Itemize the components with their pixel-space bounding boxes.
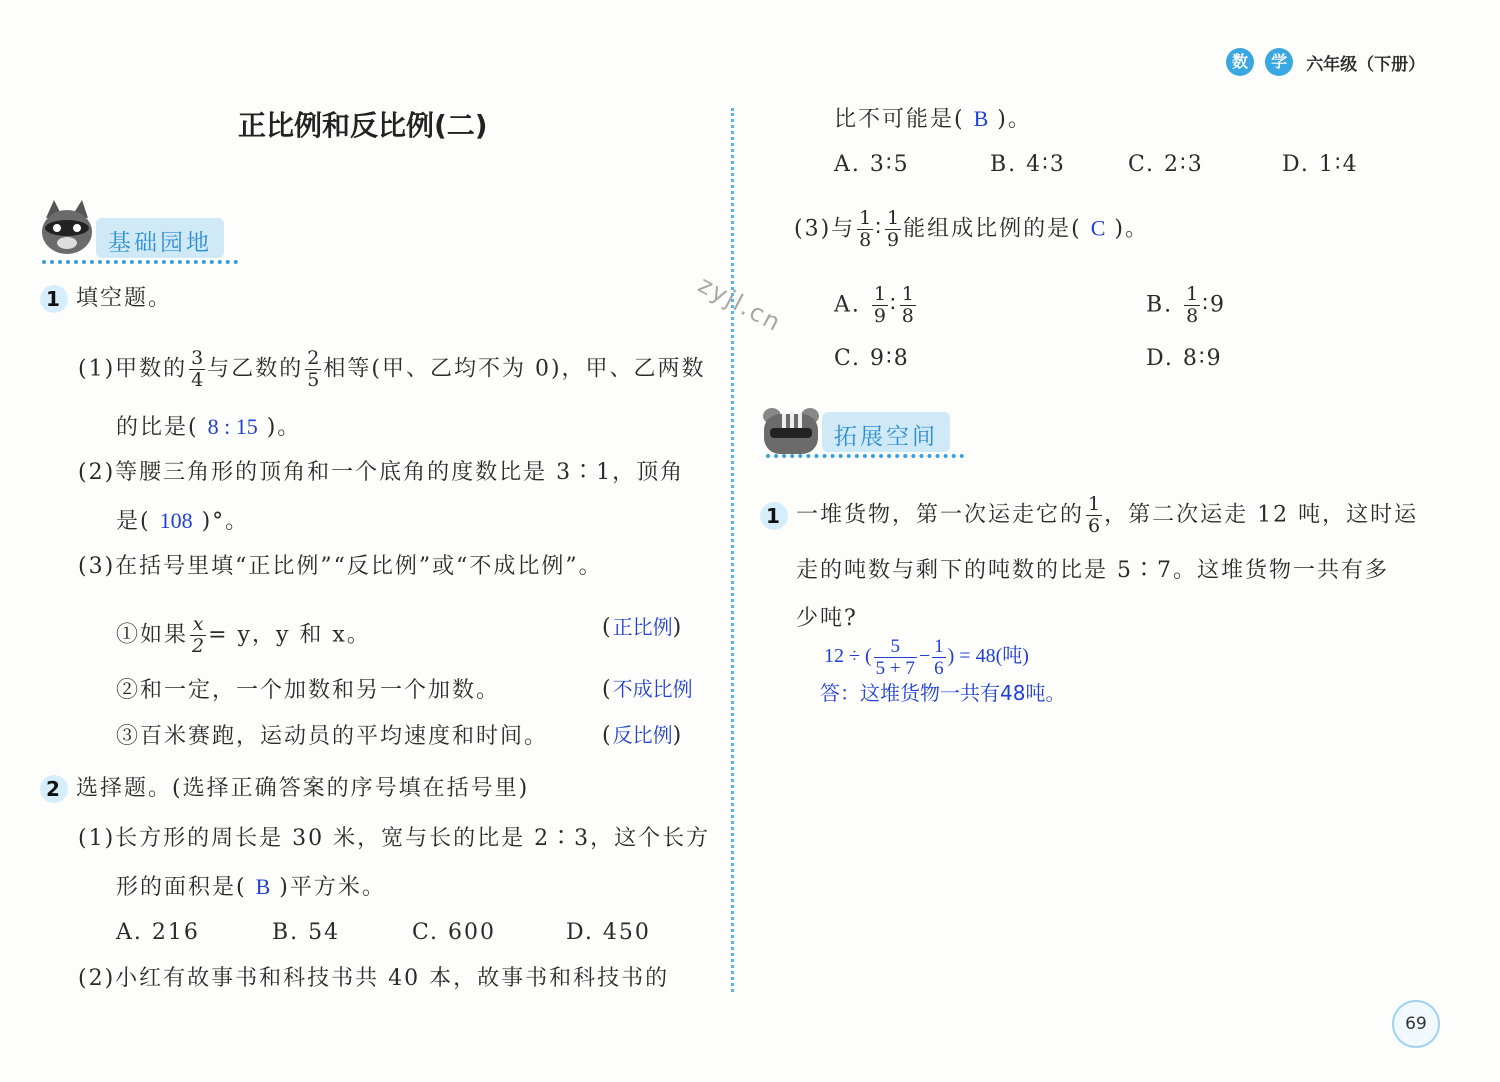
answer-text: C [1090, 215, 1106, 241]
q2-part1-line1: (1)长方形的周长是 30 米，宽与长的比是 2∶3，这个长方 [78, 826, 711, 851]
q2-part3-option-c: C. 9∶8 [834, 346, 910, 371]
text: ∶ [875, 216, 883, 242]
q1-part2-line1: (2)等腰三角形的顶角和一个底角的度数比是 3∶1，顶角 [78, 460, 685, 485]
text: 形的面积是( [116, 875, 247, 900]
answer-text: 正比例 [612, 615, 673, 639]
q1-choice2: ②和一定，一个加数和另一个加数。 [116, 678, 501, 703]
q2-part2-option-d: D. 1∶4 [1282, 152, 1359, 177]
page-title: 正比例和反比例(二) [238, 109, 488, 142]
grade-label: 六年级（下册） [1306, 55, 1426, 75]
q1-choice1 [116, 614, 371, 657]
fraction: $\frac{1}{8}$ [1186, 283, 1199, 327]
fraction: $\frac{1}{8}$ [859, 207, 872, 251]
q1-choice1-answer: (正比例) [602, 615, 684, 640]
ext-question-line2: 走的吨数与剩下的吨数的比是 5∶7。这堆货物一共有多 [796, 558, 1389, 583]
fraction: $\frac{3}{4}$ [191, 347, 204, 391]
q2-part2-line2 [834, 104, 1032, 135]
fraction: $\frac{1}{6}$ [1088, 493, 1101, 537]
text: )°。 [201, 509, 250, 534]
q2-part3-option-a: A. $\frac{1}{9}$ ∶ $\frac{1}{8}$ [834, 283, 914, 327]
text: 一堆货物，第一次运走它的 [796, 502, 1085, 528]
q2-part3-line [794, 208, 1149, 251]
text: )。 [997, 107, 1032, 132]
question-number-badge: 1 [40, 285, 68, 313]
question-2-heading [40, 774, 529, 804]
fraction: $\frac{5}{5 + 7}$ [875, 636, 915, 679]
answer-text: B [973, 106, 989, 131]
question-1-heading [40, 284, 172, 314]
text: (3)与 [794, 216, 856, 242]
q2-part2-line1: (2)小红有故事书和科技书共 40 本，故事书和科技书的 [78, 966, 670, 991]
text: = y，y 和 x。 [208, 622, 371, 648]
watermark: zyjl.cn [693, 270, 787, 338]
q2-part1-option-c: C. 600 [412, 920, 497, 945]
text: 与乙数的 [207, 356, 304, 382]
section-underline-extend [766, 454, 964, 458]
fraction: $\frac{x}{2}$ [192, 613, 205, 657]
ext-working: 12 ÷ ( $\frac{5}{5 + 7}$ − $\frac{1}{6}$ ) = 48(吨) [824, 636, 1029, 679]
column-divider [731, 108, 734, 992]
answer-text: 108 [159, 508, 193, 533]
q2-part2-option-c: C. 2∶3 [1128, 152, 1204, 177]
ext-question-line3: 少吨? [796, 606, 858, 631]
text: )。 [1114, 216, 1149, 242]
q2-part2-option-a: A. 3∶5 [834, 152, 910, 177]
text: )平方米。 [279, 875, 386, 900]
text: ，第二次运走 12 吨，这时运 [1104, 502, 1419, 528]
fraction: $\frac{2}{5}$ [307, 347, 320, 391]
subject-badge-math: 数 [1226, 48, 1254, 76]
q1-choice3-answer: (反比例) [602, 723, 684, 748]
q1-choice3: ③百米赛跑，运动员的平均速度和时间。 [116, 724, 549, 749]
subject-badge-study: 学 [1265, 48, 1293, 76]
q2-part1-line2 [116, 872, 386, 903]
q1-part1-line1 [78, 348, 706, 391]
text: 比不可能是( [834, 107, 965, 132]
q1-choice2-answer: (不成比例 [602, 677, 693, 702]
question-number-badge: 1 [760, 502, 788, 530]
text: 的比是( [116, 415, 199, 440]
section-title-basic: 基础园地 [108, 230, 212, 256]
question-prompt: 选择题。(选择正确答案的序号填在括号里) [76, 776, 530, 801]
question-number-badge: 2 [40, 775, 68, 803]
fraction: $\frac{1}{6}$ [934, 636, 944, 679]
section-underline-basic [42, 260, 238, 264]
q1-part1-line2 [116, 412, 301, 443]
q1-part3-prompt: (3)在括号里填“正比例”“反比例”或“不成比例”。 [78, 554, 603, 579]
section-title-extend: 拓展空间 [834, 424, 938, 450]
q2-part1-option-b: B. 54 [272, 920, 341, 945]
q2-part2-option-b: B. 4∶3 [990, 152, 1066, 177]
text: 是( [116, 509, 151, 534]
question-prompt: 填空题。 [76, 286, 173, 311]
answer-text: 反比例 [612, 723, 673, 747]
text: ①如果 [116, 622, 189, 648]
ext-answer: 答：这堆货物一共有48吨。 [820, 681, 1066, 705]
q2-part3-option-d: D. 8∶9 [1146, 346, 1223, 371]
subject-badges [1226, 48, 1425, 76]
hamster-icon [760, 406, 822, 456]
answer-text: 8 : 15 [207, 414, 258, 439]
answer-text: B [255, 874, 271, 899]
raccoon-icon [38, 198, 96, 258]
text: )。 [266, 415, 302, 440]
q2-part1-option-d: D. 450 [566, 920, 651, 945]
page-number: 69 [1392, 1000, 1440, 1048]
ext-question-line1 [760, 494, 1418, 537]
q2-part3-option-b: B. $\frac{1}{8}$ ∶9 [1146, 283, 1226, 327]
fraction: $\frac{1}{9}$ [873, 283, 886, 327]
q2-part1-option-a: A. 216 [116, 920, 200, 945]
answer-text: 不成比例 [612, 677, 693, 701]
fraction: $\frac{1}{9}$ [887, 207, 900, 251]
text: 能组成比例的是( [903, 216, 1082, 242]
text: (1)甲数的 [78, 356, 188, 382]
text: 相等(甲、乙均不为 0)，甲、乙两数 [323, 356, 706, 382]
fraction: $\frac{1}{8}$ [901, 283, 914, 327]
q1-part2-line2 [116, 506, 249, 537]
